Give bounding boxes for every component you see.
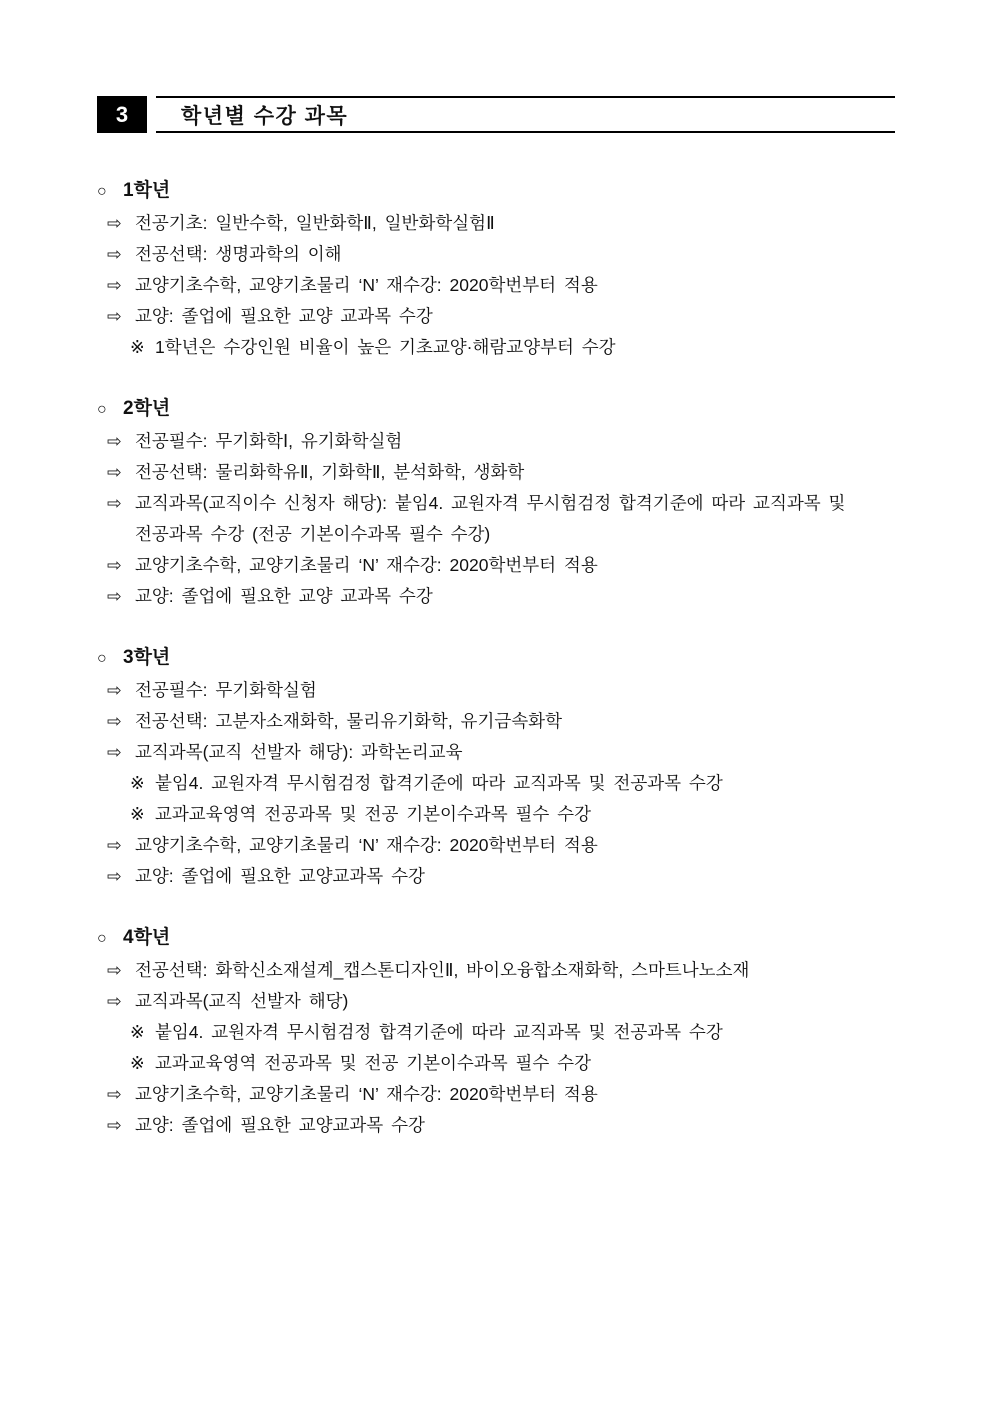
- circle-bullet-icon: ○: [97, 930, 107, 947]
- course-item-line: [97, 426, 895, 457]
- note-line: [97, 1017, 895, 1048]
- course-item-line: [97, 986, 895, 1017]
- arrow-bullet-icon: ⇨: [107, 711, 122, 731]
- arrow-bullet-icon: ⇨: [107, 960, 122, 980]
- line-text: 교양: 졸업에 필요한 교양 교과목 수강: [135, 586, 433, 606]
- line-text: 교과교육영역 전공과목 및 전공 기본이수과목 필수 수강: [155, 1053, 591, 1073]
- course-item-line: [97, 706, 895, 737]
- line-text: 교양기초수학, 교양기초물리 ‘N’ 재수강: 2020학번부터 적용: [135, 555, 598, 575]
- sections-container: [97, 175, 895, 1141]
- section-title: 2학년: [123, 398, 171, 419]
- course-item-line: [97, 955, 895, 986]
- section-heading: [97, 922, 895, 955]
- reference-mark-icon: ※: [130, 1022, 145, 1042]
- section-heading: [97, 393, 895, 426]
- course-item-line: [97, 737, 895, 768]
- arrow-bullet-icon: ⇨: [107, 555, 122, 575]
- section-title: 3학년: [123, 647, 171, 668]
- course-item-line: [97, 208, 895, 239]
- arrow-bullet-icon: ⇨: [107, 991, 122, 1011]
- section-header-band: [97, 96, 895, 133]
- line-text: 교양: 졸업에 필요한 교양 교과목 수강: [135, 306, 433, 326]
- arrow-bullet-icon: ⇨: [107, 680, 122, 700]
- circle-bullet-icon: ○: [97, 401, 107, 418]
- section-title: 1학년: [123, 180, 171, 201]
- circle-bullet-icon: ○: [97, 183, 107, 200]
- line-text: 교양: 졸업에 필요한 교양교과목 수강: [135, 1115, 425, 1135]
- arrow-bullet-icon: ⇨: [107, 213, 122, 233]
- arrow-bullet-icon: ⇨: [107, 835, 122, 855]
- note-line: [97, 768, 895, 799]
- section-title: 4학년: [123, 927, 171, 948]
- course-item-line: [97, 457, 895, 488]
- line-text: 교양기초수학, 교양기초물리 ‘N’ 재수강: 2020학번부터 적용: [135, 1084, 598, 1104]
- section-heading: [97, 642, 895, 675]
- line-text: 전공필수: 무기화학실험: [135, 680, 317, 700]
- reference-mark-icon: ※: [130, 1053, 145, 1073]
- line-text: 교직과목(교직 선발자 해당): 과학논리교육: [135, 742, 463, 762]
- line-text: 교양기초수학, 교양기초물리 ‘N’ 재수강: 2020학번부터 적용: [135, 275, 598, 295]
- course-item-line: [97, 861, 895, 892]
- line-text: 전공선택: 생명과학의 이해: [135, 244, 342, 264]
- line-text: 전공필수: 무기화학Ⅰ, 유기화학실험: [135, 431, 403, 451]
- course-item-line: [97, 581, 895, 612]
- course-item-line: [97, 1079, 895, 1110]
- line-text: 전공기초: 일반수학, 일반화학Ⅱ, 일반화학실험Ⅱ: [135, 213, 495, 233]
- line-text: 전공선택: 물리화학유Ⅱ, 기화학Ⅱ, 분석화학, 생화학: [135, 462, 525, 482]
- line-text: 교직과목(교직이수 신청자 해당): 붙임4. 교원자격 무시험검정 합격기준에 따라 교직과목 및 전공과목 수강 (전공 기본이수과목 필수 수강): [135, 493, 846, 544]
- arrow-bullet-icon: ⇨: [107, 244, 122, 264]
- line-text: 전공선택: 고분자소재화학, 물리유기화학, 유기금속화학: [135, 711, 562, 731]
- note-line: [97, 799, 895, 830]
- course-item-line: [97, 301, 895, 332]
- section-title-band: [156, 96, 895, 133]
- course-item-line: [97, 830, 895, 861]
- reference-mark-icon: ※: [130, 804, 145, 824]
- line-text: 교양: 졸업에 필요한 교양교과목 수강: [135, 866, 425, 886]
- note-line: [97, 332, 895, 363]
- section-heading: [97, 175, 895, 208]
- line-text: 붙임4. 교원자격 무시험검정 합격기준에 따라 교직과목 및 전공과목 수강: [155, 1022, 723, 1042]
- section-number-box: [97, 96, 147, 133]
- arrow-bullet-icon: ⇨: [107, 1115, 122, 1135]
- grade-section: [97, 922, 895, 1141]
- line-text: 교양기초수학, 교양기초물리 ‘N’ 재수강: 2020학번부터 적용: [135, 835, 598, 855]
- arrow-bullet-icon: ⇨: [107, 275, 122, 295]
- course-item-line: [97, 550, 895, 581]
- note-line: [97, 1048, 895, 1079]
- arrow-bullet-icon: ⇨: [107, 1084, 122, 1104]
- arrow-bullet-icon: ⇨: [107, 742, 122, 762]
- grade-section: [97, 642, 895, 892]
- arrow-bullet-icon: ⇨: [107, 866, 122, 886]
- course-item-line: [97, 270, 895, 301]
- arrow-bullet-icon: ⇨: [107, 493, 122, 513]
- line-text: 교과교육영역 전공과목 및 전공 기본이수과목 필수 수강: [155, 804, 591, 824]
- course-item-line: [97, 239, 895, 270]
- arrow-bullet-icon: ⇨: [107, 431, 122, 451]
- line-text: 교직과목(교직 선발자 해당): [135, 991, 349, 1011]
- circle-bullet-icon: ○: [97, 650, 107, 667]
- reference-mark-icon: ※: [130, 337, 145, 357]
- line-text: 1학년은 수강인원 비율이 높은 기초교양·해람교양부터 수강: [155, 337, 616, 357]
- grade-section: [97, 393, 895, 612]
- section-number: 3: [115, 101, 129, 127]
- course-item-line: [97, 488, 895, 550]
- grade-section: [97, 175, 895, 363]
- course-item-line: [97, 1110, 895, 1141]
- reference-mark-icon: ※: [130, 773, 145, 793]
- line-text: 전공선택: 화학신소재설계_캡스톤디자인Ⅱ, 바이오융합소재화학, 스마트나노소재: [135, 960, 750, 980]
- course-item-line: [97, 675, 895, 706]
- arrow-bullet-icon: ⇨: [107, 306, 122, 326]
- arrow-bullet-icon: ⇨: [107, 586, 122, 606]
- arrow-bullet-icon: ⇨: [107, 462, 122, 482]
- line-text: 붙임4. 교원자격 무시험검정 합격기준에 따라 교직과목 및 전공과목 수강: [155, 773, 723, 793]
- page-title: 학년별 수강 과목: [181, 104, 349, 128]
